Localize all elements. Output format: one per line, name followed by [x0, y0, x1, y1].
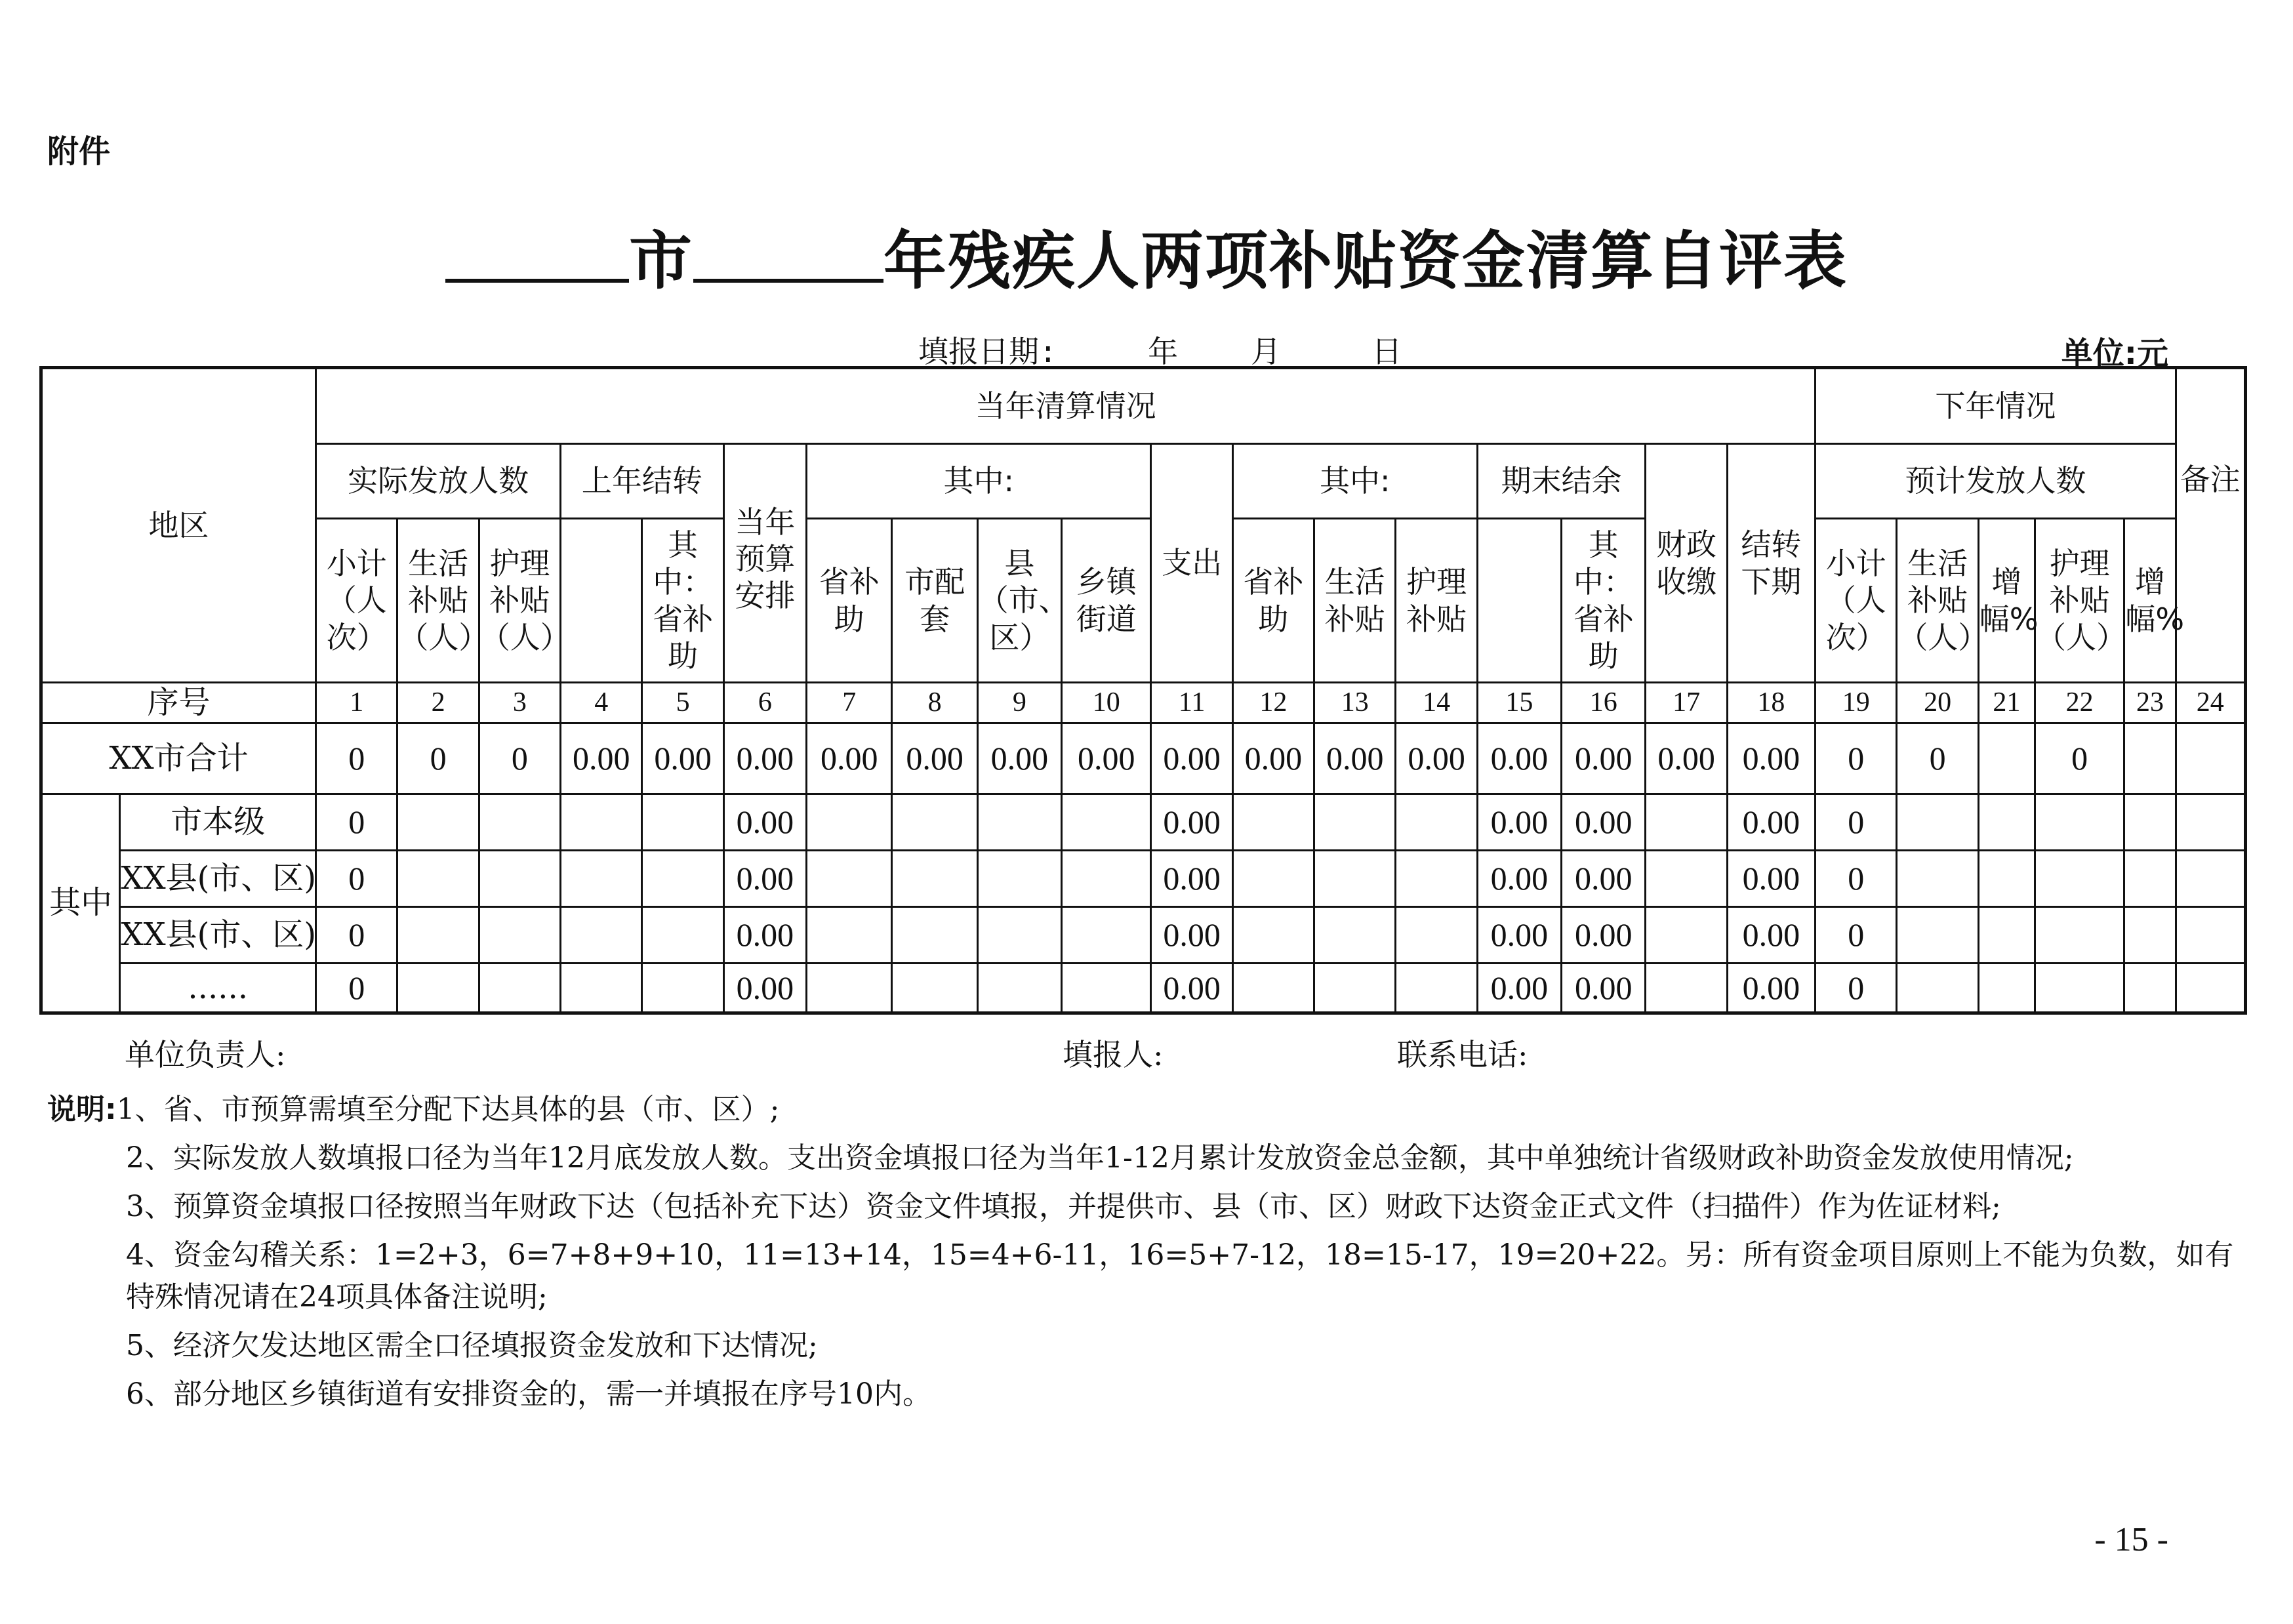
unit-label: 单位:元 — [2061, 335, 2168, 372]
data-cell-5 — [642, 794, 723, 851]
data-cell-6: 0.00 — [723, 851, 806, 907]
fill-date: 填报日期: 年 月 日 — [918, 334, 1402, 369]
data-cell-8 — [892, 794, 977, 851]
total-cell-9: 0.00 — [977, 723, 1061, 794]
year-blank — [693, 213, 883, 283]
data-cell-22 — [2035, 907, 2124, 964]
data-cell-4 — [561, 851, 642, 907]
note-2: 2、实际发放人数填报口径为当年12月底发放人数。支出资金填报口径为当年1-12月累计发放资金总金额，其中单独统计省级财政补助资金发放使用情况; — [126, 1141, 2074, 1175]
data-cell-10 — [1062, 964, 1151, 1013]
data-cell-19: 0 — [1816, 964, 1897, 1013]
title-city: 市 — [629, 224, 693, 298]
remarks-header: 备注 — [2176, 368, 2245, 683]
data-cell-3 — [479, 851, 560, 907]
data-cell-21 — [1978, 964, 2035, 1013]
data-cell-15: 0.00 — [1477, 907, 1561, 964]
forecast-recipients-header: 预计发放人数 — [1816, 444, 2176, 519]
total-cell-1: 0 — [316, 723, 397, 794]
data-cell-14 — [1396, 964, 1477, 1013]
serial-cell-24: 24 — [2176, 683, 2245, 723]
data-cell-19: 0 — [1816, 907, 1897, 964]
data-cell-1: 0 — [316, 964, 397, 1013]
data-cell-7 — [807, 851, 892, 907]
data-cell-6: 0.00 — [723, 794, 806, 851]
total-cell-14: 0.00 — [1396, 723, 1477, 794]
data-cell-15: 0.00 — [1477, 964, 1561, 1013]
phone-label: 联系电话: — [1397, 1037, 1528, 1072]
serial-cell-9: 9 — [977, 683, 1061, 723]
data-cell-2 — [397, 964, 479, 1013]
col-14-header: 护理补贴 — [1396, 519, 1477, 683]
note-1-text: 1、省、市预算需填至分配下达具体的县（市、区）; — [116, 1093, 780, 1126]
col-20-header: 生活补贴（人） — [1897, 519, 1978, 683]
data-cell-11: 0.00 — [1151, 851, 1232, 907]
data-cell-9 — [977, 851, 1061, 907]
data-cell-13 — [1314, 851, 1396, 907]
data-cell-3 — [479, 907, 560, 964]
serial-cell-8: 8 — [892, 683, 977, 723]
serial-cell-1: 1 — [316, 683, 397, 723]
data-cell-4 — [561, 794, 642, 851]
data-cell-5 — [642, 907, 723, 964]
data-cell-6: 0.00 — [723, 964, 806, 1013]
data-cell-24 — [2176, 907, 2245, 964]
data-cell-20 — [1897, 794, 1978, 851]
data-cell-18: 0.00 — [1727, 964, 1815, 1013]
data-cell-13 — [1314, 964, 1396, 1013]
fiscal-recovery-header: 财政收缴 — [1646, 444, 1727, 683]
page-number: - 15 - — [2094, 1521, 2168, 1558]
data-cell-10 — [1062, 907, 1151, 964]
data-cell-21 — [1978, 794, 2035, 851]
note-3: 3、预算资金填报口径按照当年财政下达（包括补充下达）资金文件填报，并提供市、县（市、区）财政下达资金正式文件（扫描件）作为佐证材料; — [126, 1190, 2001, 1223]
data-cell-10 — [1062, 851, 1151, 907]
data-cell-6: 0.00 — [723, 907, 806, 964]
data-cell-15: 0.00 — [1477, 794, 1561, 851]
data-cell-9 — [977, 907, 1061, 964]
col-19-header: 小计（人次） — [1816, 519, 1897, 683]
data-cell-14 — [1396, 794, 1477, 851]
data-cell-17 — [1646, 794, 1727, 851]
data-cell-13 — [1314, 907, 1396, 964]
note-1 — [47, 1089, 2238, 1131]
data-cell-23 — [2124, 794, 2176, 851]
city-blank — [445, 213, 629, 283]
data-cell-21 — [1978, 851, 2035, 907]
filler-label: 填报人: — [1063, 1037, 1164, 1072]
serial-cell-21: 21 — [1978, 683, 2035, 723]
serial-cell-15: 15 — [1477, 683, 1561, 723]
page-title — [0, 211, 2293, 301]
note-4: 4、资金勾稽关系：1=2+3，6=7+8+9+10，11=13+14，15=4+6-11，16=5+7-12，18=15-17，19=20+22。另：所有资金项目原则上不能为负数，如有特殊情况请在24项具体备注说明; — [126, 1238, 2234, 1314]
serial-cell-23: 23 — [2124, 683, 2176, 723]
data-cell-20 — [1897, 907, 1978, 964]
data-cell-3 — [479, 964, 560, 1013]
total-cell-21 — [1978, 723, 2035, 794]
serial-label: 序号 — [41, 683, 316, 723]
attachment-label: 附件 — [47, 133, 111, 170]
detail-row-label: ...... — [120, 964, 316, 1013]
total-row-label: XX市合计 — [41, 723, 316, 794]
data-cell-10 — [1062, 794, 1151, 851]
serial-cell-17: 17 — [1646, 683, 1727, 723]
total-cell-20: 0 — [1897, 723, 1978, 794]
carry-forward-header: 结转下期 — [1727, 444, 1815, 683]
total-cell-6: 0.00 — [723, 723, 806, 794]
serial-cell-7: 7 — [807, 683, 892, 723]
total-cell-3: 0 — [479, 723, 560, 794]
data-cell-5 — [642, 851, 723, 907]
of-which-budget-header: 其中: — [807, 444, 1151, 519]
data-cell-8 — [892, 851, 977, 907]
unit-head-label: 单位负责人: — [125, 1037, 286, 1072]
current-year-header: 当年清算情况 — [316, 368, 1816, 444]
total-cell-18: 0.00 — [1727, 723, 1815, 794]
data-cell-21 — [1978, 907, 2035, 964]
total-cell-19: 0 — [1816, 723, 1897, 794]
col-12-header: 省补助 — [1232, 519, 1314, 683]
col-3-header: 护理补贴（人） — [479, 519, 560, 683]
data-cell-22 — [2035, 851, 2124, 907]
expense-header: 支出 — [1151, 444, 1232, 683]
data-cell-2 — [397, 851, 479, 907]
notes-section — [47, 1089, 2238, 1422]
total-cell-4: 0.00 — [561, 723, 642, 794]
serial-cell-10: 10 — [1062, 683, 1151, 723]
serial-cell-14: 14 — [1396, 683, 1477, 723]
data-cell-16: 0.00 — [1562, 964, 1646, 1013]
data-cell-13 — [1314, 794, 1396, 851]
settlement-table — [39, 366, 2247, 1015]
col-13-header: 生活补贴 — [1314, 519, 1396, 683]
total-cell-16: 0.00 — [1562, 723, 1646, 794]
data-cell-11: 0.00 — [1151, 964, 1232, 1013]
col-7-header: 省补助 — [807, 519, 892, 683]
detail-row-label: XX县(市、区) — [120, 907, 316, 964]
data-cell-12 — [1232, 794, 1314, 851]
data-cell-14 — [1396, 851, 1477, 907]
data-cell-23 — [2124, 964, 2176, 1013]
total-cell-7: 0.00 — [807, 723, 892, 794]
serial-cell-19: 19 — [1816, 683, 1897, 723]
col-10-header: 乡镇街道 — [1062, 519, 1151, 683]
detail-row-label: 市本级 — [120, 794, 316, 851]
prev-carryover-header: 上年结转 — [561, 444, 724, 519]
data-cell-18: 0.00 — [1727, 794, 1815, 851]
total-cell-10: 0.00 — [1062, 723, 1151, 794]
data-cell-11: 0.00 — [1151, 794, 1232, 851]
of-which-label: 其中 — [41, 794, 120, 1013]
total-cell-22: 0 — [2035, 723, 2124, 794]
data-cell-22 — [2035, 964, 2124, 1013]
serial-cell-2: 2 — [397, 683, 479, 723]
serial-cell-5: 5 — [642, 683, 723, 723]
serial-cell-18: 18 — [1727, 683, 1815, 723]
data-cell-24 — [2176, 794, 2245, 851]
col-23-header: 增幅% — [2124, 519, 2176, 683]
data-cell-9 — [977, 964, 1061, 1013]
data-cell-7 — [807, 907, 892, 964]
data-cell-3 — [479, 794, 560, 851]
col-9-header: 县（市、区） — [977, 519, 1061, 683]
data-cell-2 — [397, 907, 479, 964]
col-16-header: 其中：省补助 — [1562, 519, 1646, 683]
data-cell-14 — [1396, 907, 1477, 964]
data-cell-18: 0.00 — [1727, 851, 1815, 907]
data-cell-20 — [1897, 851, 1978, 907]
notes-label: 说明: — [47, 1093, 117, 1126]
serial-cell-4: 4 — [561, 683, 642, 723]
title-rest: 年残疾人两项补贴资金清算自评表 — [883, 224, 1848, 298]
total-cell-5: 0.00 — [642, 723, 723, 794]
data-cell-2 — [397, 794, 479, 851]
data-cell-7 — [807, 794, 892, 851]
total-cell-24 — [2176, 723, 2245, 794]
data-cell-8 — [892, 907, 977, 964]
col-4-header — [561, 519, 642, 683]
data-cell-12 — [1232, 851, 1314, 907]
data-cell-17 — [1646, 907, 1727, 964]
total-cell-2: 0 — [397, 723, 479, 794]
data-cell-1: 0 — [316, 794, 397, 851]
total-cell-17: 0.00 — [1646, 723, 1727, 794]
note-6: 6、部分地区乡镇街道有安排资金的，需一并填报在序号10内。 — [126, 1377, 931, 1411]
ending-balance-header: 期末结余 — [1477, 444, 1646, 519]
data-cell-19: 0 — [1816, 851, 1897, 907]
total-cell-13: 0.00 — [1314, 723, 1396, 794]
data-cell-4 — [561, 907, 642, 964]
serial-cell-12: 12 — [1232, 683, 1314, 723]
total-cell-23 — [2124, 723, 2176, 794]
data-cell-20 — [1897, 964, 1978, 1013]
serial-cell-6: 6 — [723, 683, 806, 723]
data-cell-12 — [1232, 964, 1314, 1013]
total-cell-12: 0.00 — [1232, 723, 1314, 794]
data-cell-12 — [1232, 907, 1314, 964]
col-5-header: 其中：省补助 — [642, 519, 723, 683]
col-8-header: 市配套 — [892, 519, 977, 683]
serial-cell-11: 11 — [1151, 683, 1232, 723]
total-cell-8: 0.00 — [892, 723, 977, 794]
data-cell-17 — [1646, 851, 1727, 907]
data-cell-24 — [2176, 851, 2245, 907]
total-cell-11: 0.00 — [1151, 723, 1232, 794]
data-cell-5 — [642, 964, 723, 1013]
data-cell-23 — [2124, 907, 2176, 964]
region-header: 地区 — [41, 368, 316, 683]
data-cell-1: 0 — [316, 907, 397, 964]
serial-cell-22: 22 — [2035, 683, 2124, 723]
data-cell-9 — [977, 794, 1061, 851]
actual-recipients-header: 实际发放人数 — [316, 444, 561, 519]
data-cell-22 — [2035, 794, 2124, 851]
data-cell-8 — [892, 964, 977, 1013]
data-cell-11: 0.00 — [1151, 907, 1232, 964]
data-cell-23 — [2124, 851, 2176, 907]
note-5: 5、经济欠发达地区需全口径填报资金发放和下达情况; — [126, 1329, 818, 1362]
total-cell-15: 0.00 — [1477, 723, 1561, 794]
serial-cell-13: 13 — [1314, 683, 1396, 723]
col-2-header: 生活补贴（人） — [397, 519, 479, 683]
data-cell-1: 0 — [316, 851, 397, 907]
data-cell-4 — [561, 964, 642, 1013]
budget-header: 当年预算安排 — [723, 444, 806, 683]
serial-cell-3: 3 — [479, 683, 560, 723]
col-15-header — [1477, 519, 1561, 683]
data-cell-24 — [2176, 964, 2245, 1013]
data-cell-16: 0.00 — [1562, 907, 1646, 964]
data-cell-17 — [1646, 964, 1727, 1013]
of-which-expense-header: 其中: — [1232, 444, 1477, 519]
data-cell-15: 0.00 — [1477, 851, 1561, 907]
data-cell-16: 0.00 — [1562, 851, 1646, 907]
data-cell-19: 0 — [1816, 794, 1897, 851]
data-cell-16: 0.00 — [1562, 794, 1646, 851]
col-21-header: 增幅% — [1978, 519, 2035, 683]
serial-cell-16: 16 — [1562, 683, 1646, 723]
col-1-header: 小计（人次） — [316, 519, 397, 683]
data-cell-18: 0.00 — [1727, 907, 1815, 964]
next-year-header: 下年情况 — [1816, 368, 2176, 444]
serial-cell-20: 20 — [1897, 683, 1978, 723]
data-cell-7 — [807, 964, 892, 1013]
col-22-header: 护理补贴（人） — [2035, 519, 2124, 683]
detail-row-label: XX县(市、区) — [120, 851, 316, 907]
